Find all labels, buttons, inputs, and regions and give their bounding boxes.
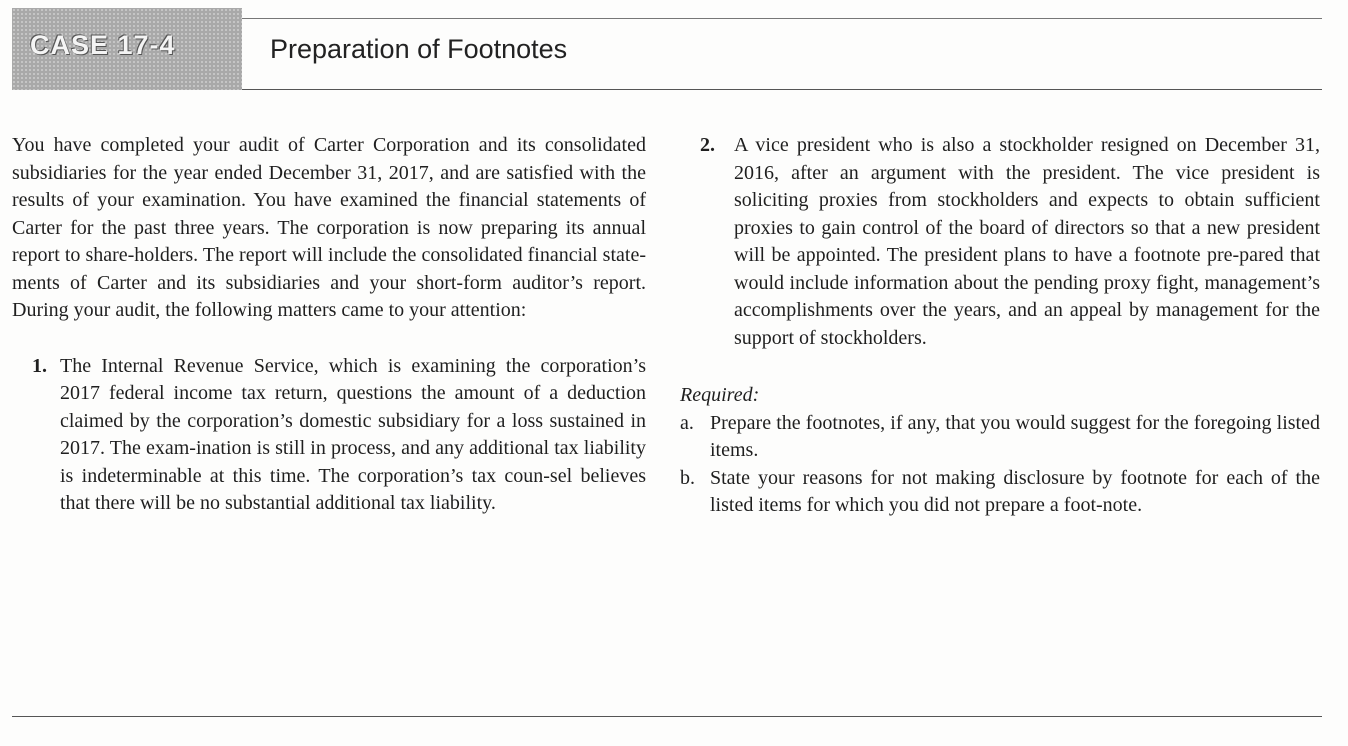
required-item-a xyxy=(680,410,1320,465)
footer-rule xyxy=(12,716,1322,717)
list-item-text: A vice president who is also a stockholder resigned on December 31, 2016, after an argument with the president. The vice president is soliciting proxies from stockholders and expects to obtain sufficient proxies to gain control of the board of directors so that a new president will be appointed. The president plans to have a footnote pre-pared that would include information about the pending proxy fight, management’s accomplishments over the years, and an appeal by management for the support of stockholders. xyxy=(734,134,1320,349)
list-item-text: The Internal Revenue Service, which is examining the corporation’s 2017 federal income tax return, questions the amount of a deduction claimed by the corporation’s domestic subsidiary for a loss sustained in 2017. The exam-ination is still in process, and any additional tax liability is indeterminable at this time. The corporation’s tax coun-sel believes that there will be no substantial additional tax liability. xyxy=(60,354,646,514)
case-header xyxy=(12,8,1322,90)
header-rule-bottom xyxy=(242,89,1322,90)
required-item-letter: b. xyxy=(680,466,695,489)
case-title: Preparation of Footnotes xyxy=(270,34,568,64)
left-column xyxy=(12,132,646,518)
case-badge xyxy=(12,8,242,90)
intro-paragraph: You have completed your audit of Carter Corporation and its consolidated subsidiaries for the year ended December 31, 2017, and are satisfied with the results of your examination. You have examined the financial statements of Carter for the past three years. The corporation is now preparing its annual report to share-holders. The report will include the consolidated financial state-ments of Carter and its subsidiaries and your short-form auditor’s report. During your audit, the following matters came to your attention: xyxy=(12,134,646,321)
required-item-text: Prepare the footnotes, if any, that you would suggest for the foregoing listed items. xyxy=(710,411,1320,461)
list-item-2 xyxy=(680,132,1320,352)
right-column xyxy=(680,132,1320,520)
list-item-number: 2. xyxy=(700,134,715,156)
required-item-b xyxy=(680,465,1320,520)
list-item-number: 1. xyxy=(32,354,47,377)
list-item-1 xyxy=(12,353,646,518)
required-item-letter: a. xyxy=(680,411,694,434)
case-label: CASE 17-4 xyxy=(30,30,176,60)
header-rule-top xyxy=(242,18,1322,19)
required-item-text: State your reasons for not making disclosure by footnote for each of the listed items for which you did not prepare a foot-note. xyxy=(710,466,1320,516)
required-label: Required: xyxy=(680,384,760,406)
